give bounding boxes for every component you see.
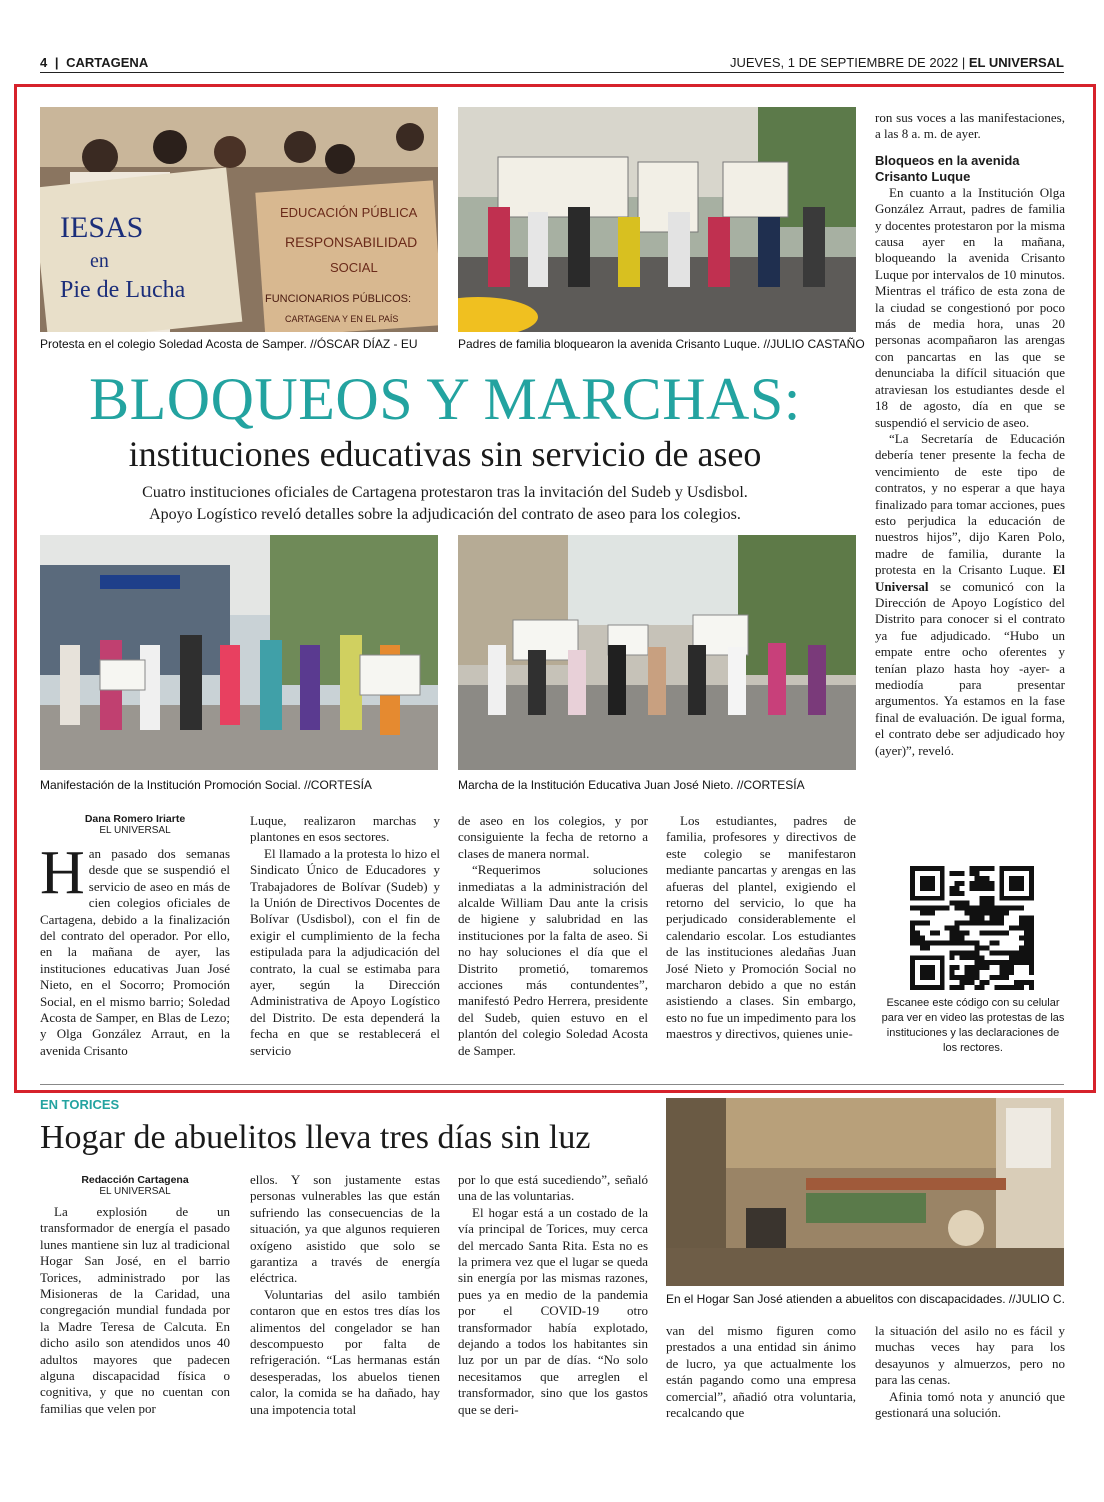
photo-school-protest <box>40 107 438 332</box>
main-story-column-5 <box>875 110 1065 759</box>
second-headline: Hogar de abuelitos lleva tres días sin luz <box>40 1119 591 1156</box>
second-story-column-2 <box>250 1172 440 1418</box>
photo-caption: En el Hogar San José atienden a abuelitos con discapacidades. //JULIO C. <box>666 1292 1065 1306</box>
paragraph: El hogar está a un costado de la vía principal de Torices, muy cerca del mercado Santa Rita. Esta no es la primera vez que el lugar se queda sin energía por las mismas razones, pues ya en medio de la pandemia por el COVID-19 otro transformador había explotado, dejando a todos los habitantes sin luz por un par de días. “No solo necesitamos que arreglen el transformador, sino que los gastos que se deri- <box>458 1204 648 1417</box>
paragraph: Han pasado dos semanas desde que se suspendió el servicio de aseo en más de cien colegios oficiales de Cartagena, debido a la finalización del contrato del operador. Por ello, en la mañana de ayer, las instituciones educativas Juan José Nieto, en el Socorro; Promoción Social, en el mismo barrio; Soledad Acosta de Samper, en Blas de Lezo; y Olga González Arraut, en la avenida Crisanto <box>40 839 230 1058</box>
svg-text:en: en <box>90 250 109 272</box>
paragraph: Los estudiantes, padres de familia, profesores y directivos de este colegio se manifestaron mediante pancartas y arengas en las afueras del plantel, exigiendo el retorno del servicio, lo que ha perjudicado considerablemente el calendario escolar. Los estudiantes de las instituciones aledañas Juan José Nieto y Promoción Social no marcharon debido a que no están asistiendo a clases. Sin embargo, esto no fue un impedimento para los maestros y directivos, quienes unie- <box>666 813 856 1042</box>
main-headline: BLOQUEOS Y MARCHAS: <box>89 366 801 432</box>
page-header: 4 | CARTAGENA JUEVES, 1 DE SEPTIEMBRE DE 2022 | EL UNIVERSAL <box>40 55 1064 70</box>
second-story-column-1 <box>40 1204 230 1417</box>
paragraph: Afinia tomó nota y anunció que gestionará una solución. <box>875 1388 1065 1421</box>
paragraph: Luque, realizaron marchas y plantones en esos sectores. <box>250 813 440 845</box>
paragraph: ellos. Y son justamente estas personas vulnerables las que están sufriendo las consecuencias de la situación, ya que algunos requieren oxígeno asistido que solo se garantiza a través de energía eléctrica. <box>250 1172 440 1286</box>
photo-caption: Marcha de la Institución Educativa Juan José Nieto. //CORTESÍA <box>458 778 805 792</box>
main-story-column-3 <box>458 813 648 1059</box>
author-name: Dana Romero Iriarte <box>84 813 186 825</box>
story-subheading: Bloqueos en la avenida Crisanto Luque <box>875 152 1020 184</box>
drop-cap: H <box>40 839 85 907</box>
paragraph: Voluntarias del asilo también contaron que en estos tres días los alimentos del congelador se han descompuesto por falta de refrigeración. “Las hermanas están desesperadas, los abuelos tienen calor, la comida se ha dañado, hay una impotencia total <box>250 1286 440 1417</box>
main-story-column-2 <box>250 813 440 1059</box>
header-dateline: JUEVES, 1 DE SEPTIEMBRE DE 2022 | EL UNIVERSAL <box>729 55 1064 70</box>
issue-date: JUEVES, 1 DE SEPTIEMBRE DE 2022 <box>729 55 959 70</box>
section-name: CARTAGENA <box>66 55 149 70</box>
svg-text:EDUCACIÓN PÚBLICA: EDUCACIÓN PÚBLICA <box>280 205 418 220</box>
paragraph: El llamado a la protesta lo hizo el Sindicato Único de Educadores y Trabajadores de Bolívar (Sudeb) y la Unión de Directivos Docentes de Bolívar (Usdisbol), con el fin de exigir el cumplimiento de la fecha estipulada para la adjudicación del contrato, la cual se estimaba para ayer, según la Dirección Administrativa de Apoyo Logístico del Distrito. De esta dependerá la fecha en que se restablecerá el servicio <box>250 845 440 1058</box>
photo-avenue-block <box>458 107 856 332</box>
svg-text:FUNCIONARIOS PÚBLICOS:: FUNCIONARIOS PÚBLICOS: <box>265 293 412 305</box>
byline <box>40 1174 230 1198</box>
photo-caption: Padres de familia bloquearon la avenida Crisanto Luque. //JULIO CASTAÑO <box>458 337 865 351</box>
page-number: 4 <box>40 55 48 70</box>
svg-text:CARTAGENA Y EN EL PAÍS: CARTAGENA Y EN EL PAÍS <box>285 314 399 324</box>
outlet-name: EL UNIVERSAL <box>99 825 171 836</box>
byline <box>40 813 230 837</box>
second-story-column-4 <box>666 1323 856 1421</box>
svg-text:SOCIAL: SOCIAL <box>330 260 378 275</box>
qr-code-image <box>910 866 1034 990</box>
qr-code[interactable] <box>910 866 1034 990</box>
second-story-column-3 <box>458 1172 648 1418</box>
paragraph: van del mismo figuren como prestados a una entidad sin ánimo de lucro, ya que actualmente los están pagando como una empresa comercial”, añadió otra voluntaria, recalcando que <box>666 1323 856 1421</box>
photo-caption: Manifestación de la Institución Promoción Social. //CORTESÍA <box>40 778 372 792</box>
svg-text:RESPONSABILIDAD: RESPONSABILIDAD <box>285 234 418 250</box>
paragraph: “Requerimos soluciones inmediatas a la administración del alcalde William Dau ante la crisis de higiene y salubridad en las instituciones por la falta de aseo. Si no hay soluciones el día que el Distrito prometió, tomaremos acciones más contundentes”, manifestó Pedro Herrera, presidente del Sudeb, quien estuvo en el plantón del colegio Soledad Acosta de Samper. <box>458 862 648 1058</box>
newspaper-name: EL UNIVERSAL <box>968 55 1064 70</box>
paragraph: de aseo en los colegios, y por consiguiente la fecha de retorno a clases de manera normal. <box>458 813 648 861</box>
main-subheadline: instituciones educativas sin servicio de aseo <box>128 434 762 474</box>
second-story-column-5 <box>875 1323 1065 1421</box>
paragraph: La explosión de un transformador de energía el pasado lunes mantiene sin luz al tradicional Hogar San José, en el barrio Torices, administrado por las Misioneras de la Caridad, una congregación mundial fundada por la Madre Teresa de Calcuta. En dicho asilo son atendidos unos 40 adultos mayores que padecen alguna discapacidad física o cognitiva, y que no cuentan con familias que velen por <box>40 1204 230 1416</box>
author-name: Redacción Cartagena <box>81 1174 189 1186</box>
paragraph: por lo que está sucediendo”, señaló una de las voluntarias. <box>458 1172 648 1204</box>
svg-text:IESAS: IESAS <box>60 211 144 244</box>
photo-hogar-san-jose <box>666 1098 1064 1286</box>
outlet-name: EL UNIVERSAL <box>99 1186 171 1197</box>
paragraph: En cuanto a la Institución Olga González Arraut, padres de familia y docentes protestaron por la misma causa ayer en la mañana, bloqueando la avenida Crisanto Luque por intervalos de 10 minutos. Mientras el tráfico de esta zona de la ciudad se congestionó por poco más de media hora, unas 20 personas acompañaron las arengas con pancartas en las que se denunciaba la difícil situación que atraviesan los estudiantes desde el 18 de agosto, día en que se suspendió el servicio de aseo. <box>875 184 1065 430</box>
paragraph: “La Secretaría de Educación debería tener presente la fecha de vencimiento de este tipo de contratos, y no esperar a que haya finalizado para tomar acciones, pues esto perjudica la educación de nuestros hijos”, dijo Karen Polo, madre de familia, durante la protesta en la Crisanto Luque. El Universal se comunicó con la Dirección de Apoyo Logístico del Distrito para conocer si el contrato ya fue adjudicado. “Hubo un empate entre ocho oferentes y tenían plazo hasta hoy -ayer- a mediodía para presentar argumentos. Ya estamos en la fase final de evaluación. De igual forma, el contrato debe ser adjudicado hoy (ayer)”, reveló. <box>875 430 1065 758</box>
header-rule <box>40 72 1064 73</box>
photo-promocion-social <box>40 535 438 770</box>
paragraph: ron sus voces a las manifestaciones, a las 8 a. m. de ayer. <box>875 110 1065 142</box>
main-story-column-4 <box>666 813 856 1043</box>
story-divider <box>40 1084 1064 1085</box>
svg-text:Pie de Lucha: Pie de Lucha <box>60 277 186 303</box>
qr-caption: Escanee este código con su celular para ver en video las protestas de las instituciones y las declaraciones de los rectores. <box>881 997 1065 1054</box>
newspaper-mention: El Universal <box>875 562 1065 594</box>
story-deck: Cuatro instituciones oficiales de Cartagena protestaron tras la invitación del Sudeb y Usdisbol. Apoyo Logístico reveló detalles sobre la adjudicación del contrato de aseo para los colegios. <box>142 484 748 523</box>
photo-juan-jose-nieto <box>458 535 856 770</box>
main-story-column-1 <box>40 839 230 1059</box>
photo-caption: Protesta en el colegio Soledad Acosta de Samper. //ÓSCAR DÍAZ - EU <box>40 337 418 351</box>
paragraph: la situación del asilo no es fácil y muchas veces hay para los desayunos y almuerzos, pero no para las cenas. <box>875 1323 1065 1388</box>
section-kicker: EN TORICES <box>40 1097 120 1112</box>
